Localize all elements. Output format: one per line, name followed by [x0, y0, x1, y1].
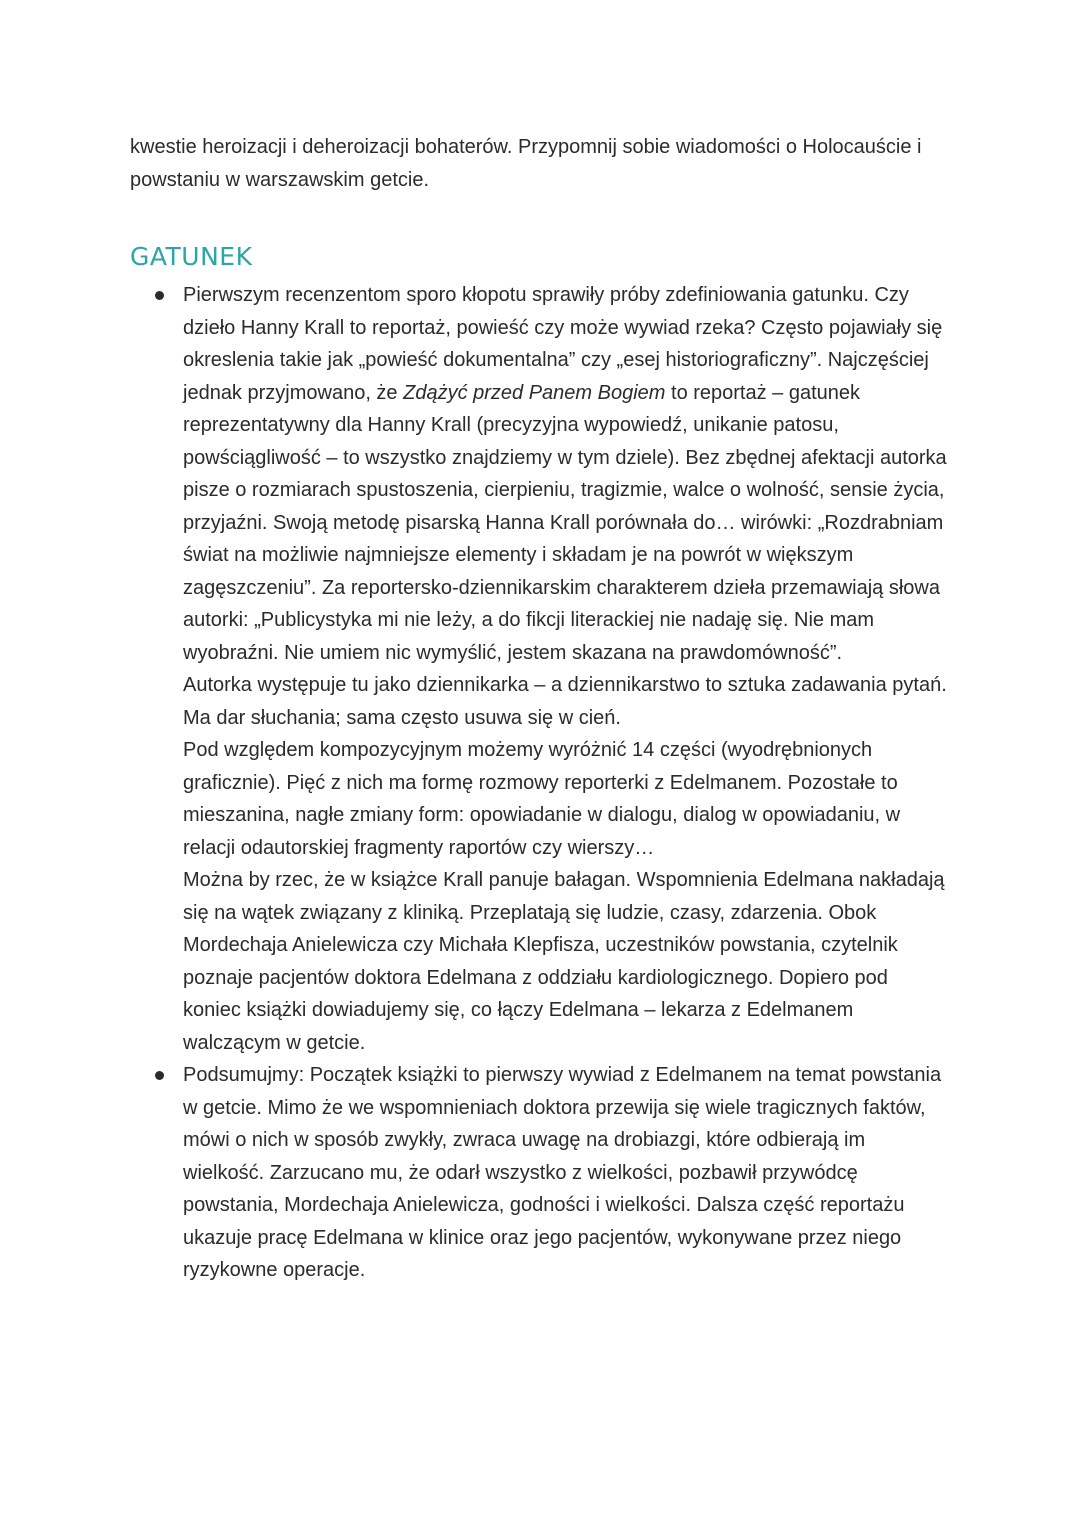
paragraph: Można by rzec, że w książce Krall panuje bałagan. Wspomnienia Edelmana nakładają się na wątek związany z kliniką. Przeplatają się ludzie, czasy, zdarzenia. Obok Mordechaja Anielewicza czy Michała Klepfisza, uczestników powstania, czytelnik poznaje pacjentów doktora Edelmana z oddziału kardiologicznego. Dopiero pod koniec książki dowiadujemy się, co łączy Edelmana – lekarza z Edelmanem walczącym w getcie. — [183, 869, 945, 1054]
paragraph-text: to reportaż – gatunek reprezentatywny dla Hanny Krall (precyzyjna wypowiedź, unikanie patosu, powściągliwość – to wszystko znajdziemy w tym dziele). Bez zbędnej afektacji autorka pisze o rozmiarach spustoszenia, cierpieniu, tragizmie, walce o wolność, sensie życia, przyjaźni. Swoją metodę pisarską Hanna Krall porównała do… wirówki: „Rozdrabniam świat na możliwie najmniejsze elementy i składam je na powrót w większym zagęszczeniu”. Za reportersko-dziennikarskim charakterem dzieła przemawiają słowa autorki: „Publicystyka mi nie leży, a do fikcji literackiej nie nadaję się. Nie mam wyobraźni. Nie umiem nic wymyślić, jestem skazana na prawdomówność”. — [183, 381, 947, 664]
paragraph — [183, 279, 950, 669]
bullet-icon — [155, 291, 164, 300]
bullet-item-genre — [150, 279, 950, 1059]
paragraph: Pod względem kompozycyjnym możemy wyróżnić 14 części (wyodrębnionych graficznie). Pięć z nich ma formę rozmowy reporterki z Edelmanem. Pozostałe to mieszanina, nagłe zmiany form: opowiadanie w dialogu, dialog w opowiadaniu, w relacji odautorskiej fragmenty raportów czy wierszy… — [183, 739, 901, 859]
section-heading: GATUNEK — [130, 242, 253, 271]
bullet-list — [150, 279, 950, 1287]
intro-paragraph: kwestie heroizacji i deheroizacji bohaterów. Przypomnij sobie wiadomości o Holocauście i powstaniu w warszawskim getcie. — [130, 136, 922, 191]
paragraph: Autorka występuje tu jako dziennikarka – a dziennikarstwo to sztuka zadawania pytań. Ma dar słuchania; sama często usuwa się w cień. — [183, 674, 947, 729]
bullet-item-summary — [150, 1059, 950, 1287]
paragraph: Podsumujmy: Początek książki to pierwszy wywiad z Edelmanem na temat powstania w getcie. Mimo że we wspomnieniach doktora przewija się wiele tragicznych faktów, mówi o nich w sposób zwykły, zwraca uwagę na drobiazgi, które odbierają im wielkość. Zarzucano mu, że odarł wszystko z wielkości, pozbawił przywódcę powstania, Mordechaja Anielewicza, godności i wielkości. Dalsza część reportażu ukazuje pracę Edelmana w klinice oraz jego pacjentów, wykonywane przez niego ryzykowne operacje. — [183, 1064, 942, 1281]
book-title: Zdążyć przed Panem Bogiem — [403, 381, 666, 404]
paragraph-text: Pierwszym recenzentom sporo kłopotu sprawiły próby zdefiniowania gatunku. Czy dzieło Hanny Krall to reportaż, powieść czy może wywiad rzeka? Często pojawiały się okreslenia takie jak „powieść dokumentalna” czy „esej historiograficzny”. Najczęściej jednak przyjmowano, że — [183, 284, 943, 404]
bullet-icon — [155, 1071, 164, 1080]
